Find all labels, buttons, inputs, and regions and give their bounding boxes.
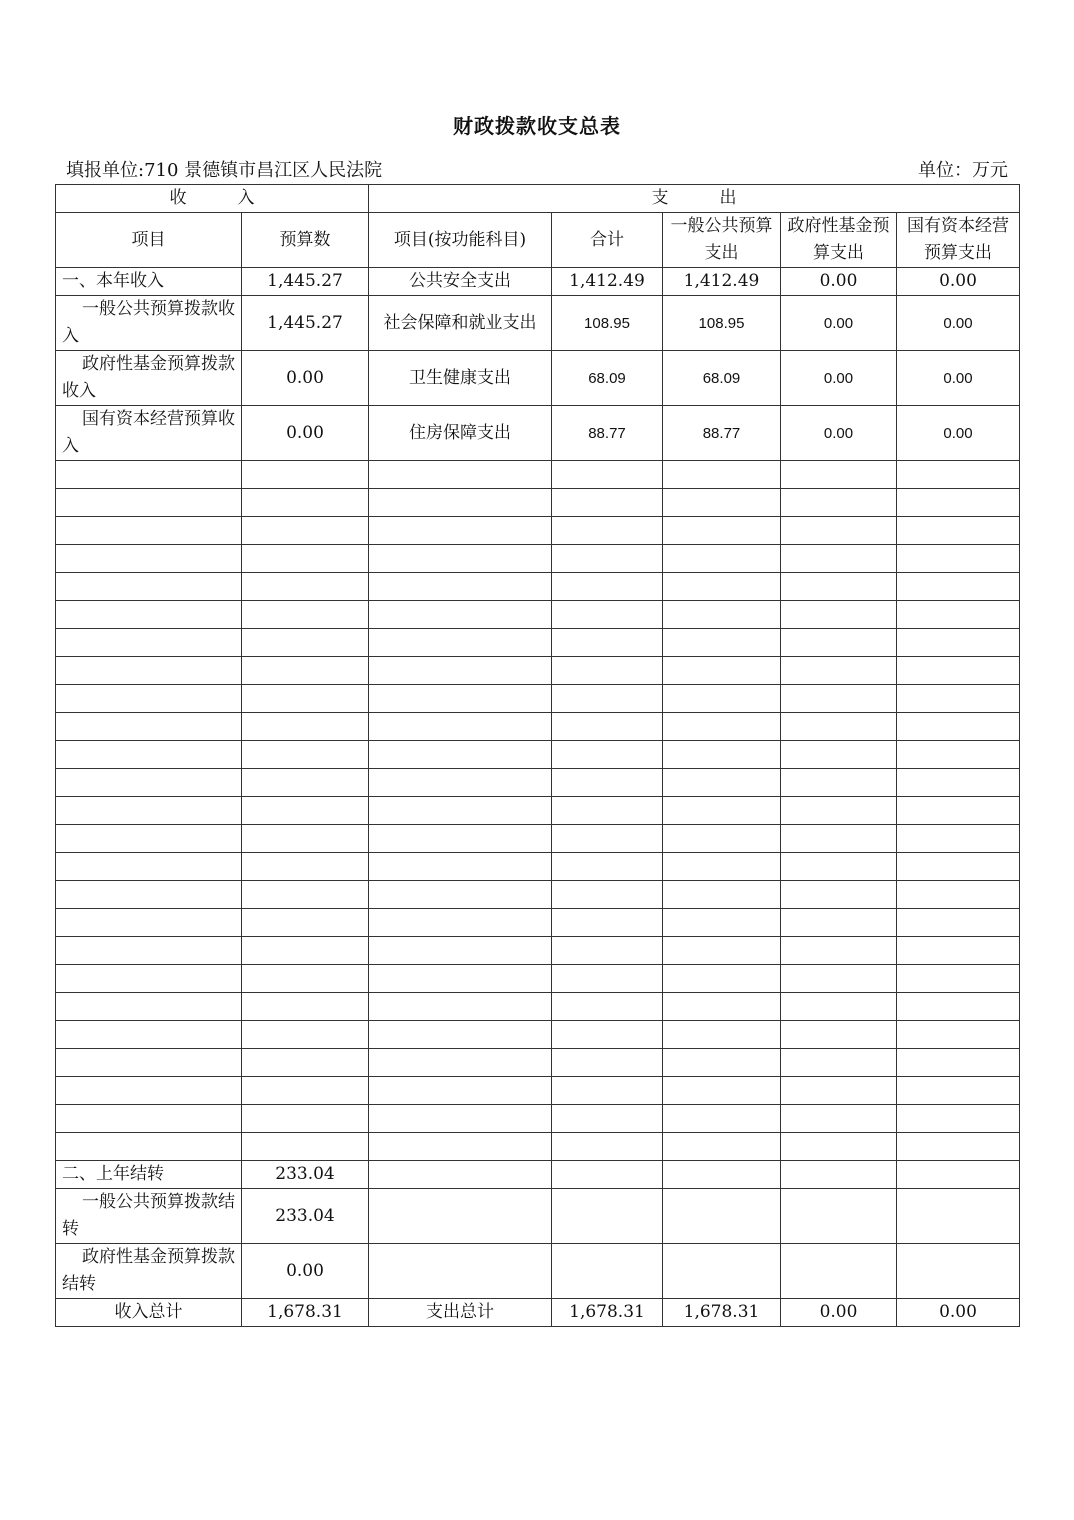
empty-cell: [242, 601, 369, 629]
income-amount: 1,445.27: [242, 296, 369, 351]
page-title: 财政拨款收支总表: [453, 114, 621, 138]
empty-cell: [242, 881, 369, 909]
empty-cell: [369, 461, 552, 489]
empty-cell: [369, 601, 552, 629]
empty-cell: [781, 769, 897, 797]
empty-cell: [56, 741, 242, 769]
empty-cell: [781, 1077, 897, 1105]
expense-state-capital: 0.00: [897, 351, 1020, 406]
expense-item: 住房保障支出: [369, 406, 552, 461]
empty-cell: [663, 489, 781, 517]
empty-cell: [56, 1077, 242, 1105]
empty-cell: [552, 1021, 663, 1049]
empty-cell: [552, 797, 663, 825]
empty-cell: [552, 965, 663, 993]
empty-cell: [369, 713, 552, 741]
empty-cell: [56, 965, 242, 993]
expense-total: 108.95: [552, 296, 663, 351]
empty-row: [56, 461, 1020, 489]
col-header-fund: 政府性基金预算支出: [781, 213, 897, 268]
expense-group-header: 支 出: [369, 185, 1020, 213]
empty-cell: [369, 489, 552, 517]
column-header-row: [56, 213, 1020, 268]
empty-cell: [781, 1105, 897, 1133]
empty-cell: [56, 1021, 242, 1049]
col-header-expense-item: 项目(按功能科目): [369, 213, 552, 268]
empty-cell: [242, 1021, 369, 1049]
empty-row: [56, 629, 1020, 657]
empty-cell: [897, 1133, 1020, 1161]
empty-cell: [369, 517, 552, 545]
empty-row: [56, 825, 1020, 853]
totals-row: [56, 1299, 1020, 1327]
col-header-budget: 预算数: [242, 213, 369, 268]
col-header-state-capital: 国有资本经营预算支出: [897, 213, 1020, 268]
empty-cell: [369, 825, 552, 853]
empty-cell: [552, 713, 663, 741]
empty-cell: [369, 629, 552, 657]
empty-cell: [56, 601, 242, 629]
empty-cell: [781, 685, 897, 713]
empty-cell: [56, 1049, 242, 1077]
col-header-general: 一般公共预算支出: [663, 213, 781, 268]
empty-cell: [369, 741, 552, 769]
empty-cell: [56, 1105, 242, 1133]
empty-cell: [56, 797, 242, 825]
empty-cell: [897, 965, 1020, 993]
empty-cell: [242, 769, 369, 797]
empty-cell: [369, 965, 552, 993]
table-row: [56, 1244, 1020, 1299]
empty-cell: [552, 853, 663, 881]
empty-cell: [369, 1049, 552, 1077]
empty-cell: [663, 517, 781, 545]
income-amount: 0.00: [242, 406, 369, 461]
empty-cell: [552, 881, 663, 909]
empty-cell: [56, 853, 242, 881]
empty-cell: [781, 657, 897, 685]
empty-cell: [552, 769, 663, 797]
empty-cell: [897, 685, 1020, 713]
empty-cell: [242, 1049, 369, 1077]
empty-cell: [663, 741, 781, 769]
table-row: [56, 296, 1020, 351]
empty-cell: [663, 1105, 781, 1133]
expense-general: 1,412.49: [663, 268, 781, 296]
empty-row: [56, 993, 1020, 1021]
empty-cell: [663, 881, 781, 909]
empty-cell: [242, 909, 369, 937]
empty-cell: [552, 545, 663, 573]
empty-cell: [56, 685, 242, 713]
income-amount: 0.00: [242, 1244, 369, 1299]
empty-cell: [552, 461, 663, 489]
empty-cell: [242, 993, 369, 1021]
empty-cell: [663, 629, 781, 657]
empty-cell: [897, 825, 1020, 853]
empty-cell: [781, 1133, 897, 1161]
empty-cell: [242, 1105, 369, 1133]
income-amount: 1,445.27: [242, 268, 369, 296]
empty-cell: [663, 657, 781, 685]
empty-cell: [663, 573, 781, 601]
group-header-row: [56, 185, 1020, 213]
empty-cell: [369, 937, 552, 965]
empty-row: [56, 909, 1020, 937]
income-total-amount: 1,678.31: [242, 1299, 369, 1327]
empty-cell: [369, 853, 552, 881]
empty-row: [56, 853, 1020, 881]
col-header-total: 合计: [552, 213, 663, 268]
empty-cell: [781, 741, 897, 769]
empty-cell: [56, 825, 242, 853]
empty-cell: [781, 797, 897, 825]
income-item: 二、上年结转: [56, 1161, 242, 1189]
empty-row: [56, 573, 1020, 601]
expense-total: 1,412.49: [552, 268, 663, 296]
empty-cell: [552, 909, 663, 937]
empty-cell: [897, 629, 1020, 657]
expense-total: 88.77: [552, 406, 663, 461]
income-item: 一般公共预算拨款结转: [56, 1189, 242, 1244]
expense-general: 108.95: [663, 296, 781, 351]
empty-cell: [897, 1049, 1020, 1077]
expense-general: 68.09: [663, 351, 781, 406]
empty-cell: [242, 461, 369, 489]
empty-cell: [369, 1133, 552, 1161]
empty-cell: [369, 1021, 552, 1049]
empty-row: [56, 1105, 1020, 1133]
empty-row: [56, 741, 1020, 769]
empty-cell: [781, 825, 897, 853]
empty-cell: [242, 517, 369, 545]
expense-fund: 0.00: [781, 268, 897, 296]
empty-row: [56, 1077, 1020, 1105]
empty-cell: [663, 797, 781, 825]
empty-cell: [56, 881, 242, 909]
expense-fund: 0.00: [781, 296, 897, 351]
empty-cell: [897, 1105, 1020, 1133]
table-row: [56, 268, 1020, 296]
empty-cell: [663, 545, 781, 573]
empty-cell: [897, 545, 1020, 573]
table-row: [56, 351, 1020, 406]
empty-row: [56, 1021, 1020, 1049]
empty-cell: [781, 965, 897, 993]
expense-item: 公共安全支出: [369, 268, 552, 296]
expense-state-capital: 0.00: [897, 1299, 1020, 1327]
empty-row: [56, 769, 1020, 797]
empty-cell: [242, 629, 369, 657]
empty-cell: [897, 461, 1020, 489]
empty-cell: [663, 461, 781, 489]
empty-cell: [897, 909, 1020, 937]
income-item: 政府性基金预算拨款收入: [56, 351, 242, 406]
income-amount: 0.00: [242, 351, 369, 406]
empty-cell: [242, 825, 369, 853]
budget-summary-table: [55, 184, 1020, 1327]
empty-row: [56, 601, 1020, 629]
income-group-header: 收 入: [56, 185, 369, 213]
empty-cell: [242, 1077, 369, 1105]
empty-cell: [369, 657, 552, 685]
empty-cell: [781, 1049, 897, 1077]
empty-cell: [552, 1077, 663, 1105]
empty-cell: [552, 517, 663, 545]
empty-cell: [781, 937, 897, 965]
empty-cell: [242, 685, 369, 713]
empty-cell: [56, 461, 242, 489]
empty-cell: [781, 461, 897, 489]
table-row: [56, 406, 1020, 461]
empty-cell: [242, 573, 369, 601]
empty-cell: [56, 489, 242, 517]
empty-cell: [552, 1105, 663, 1133]
empty-cell: [663, 1133, 781, 1161]
reporting-unit: 填报单位:710 景德镇市昌江区人民法院: [66, 160, 383, 181]
empty-cell: [369, 993, 552, 1021]
empty-cell: [56, 657, 242, 685]
empty-cell: [56, 937, 242, 965]
empty-cell: [897, 853, 1020, 881]
empty-cell: [56, 629, 242, 657]
empty-cell: [242, 965, 369, 993]
empty-cell: [663, 1021, 781, 1049]
empty-cell: [781, 629, 897, 657]
empty-row: [56, 881, 1020, 909]
empty-row: [56, 713, 1020, 741]
empty-cell: [897, 601, 1020, 629]
expense-fund: 0.00: [781, 1299, 897, 1327]
empty-cell: [369, 545, 552, 573]
empty-cell: [663, 993, 781, 1021]
empty-cell: [781, 601, 897, 629]
empty-cell: [552, 601, 663, 629]
empty-cell: [663, 1077, 781, 1105]
empty-row: [56, 965, 1020, 993]
empty-cell: [897, 489, 1020, 517]
empty-cell: [781, 993, 897, 1021]
empty-cell: [781, 713, 897, 741]
expense-state-capital: 0.00: [897, 406, 1020, 461]
empty-cell: [552, 657, 663, 685]
empty-cell: [56, 573, 242, 601]
empty-cell: [369, 881, 552, 909]
empty-row: [56, 1133, 1020, 1161]
expense-total: 1,678.31: [552, 1299, 663, 1327]
empty-cell: [897, 517, 1020, 545]
empty-cell: [552, 489, 663, 517]
empty-cell: [897, 993, 1020, 1021]
empty-cell: [781, 573, 897, 601]
empty-cell: [663, 909, 781, 937]
empty-row: [56, 517, 1020, 545]
empty-cell: [369, 769, 552, 797]
empty-cell: [663, 937, 781, 965]
empty-cell: [781, 881, 897, 909]
empty-cell: [663, 685, 781, 713]
empty-cell: [552, 629, 663, 657]
empty-cell: [242, 797, 369, 825]
empty-cell: [897, 1021, 1020, 1049]
empty-cell: [897, 881, 1020, 909]
empty-cell: [242, 545, 369, 573]
col-header-income-item: 项目: [56, 213, 242, 268]
income-total-label: 收入总计: [56, 1299, 242, 1327]
table-row: [56, 1161, 1020, 1189]
empty-cell: [781, 1021, 897, 1049]
empty-cell: [552, 1049, 663, 1077]
empty-cell: [242, 937, 369, 965]
empty-cell: [56, 713, 242, 741]
empty-cell: [552, 573, 663, 601]
empty-cell: [369, 909, 552, 937]
empty-cell: [781, 517, 897, 545]
empty-cell: [242, 853, 369, 881]
empty-row: [56, 685, 1020, 713]
empty-row: [56, 1049, 1020, 1077]
empty-cell: [369, 1105, 552, 1133]
income-amount: 233.04: [242, 1189, 369, 1244]
expense-fund: 0.00: [781, 351, 897, 406]
empty-cell: [897, 1077, 1020, 1105]
empty-cell: [56, 769, 242, 797]
empty-row: [56, 937, 1020, 965]
income-item: 政府性基金预算拨款结转: [56, 1244, 242, 1299]
expense-state-capital: 0.00: [897, 296, 1020, 351]
currency-unit: 单位：万元: [918, 160, 1008, 181]
empty-cell: [552, 993, 663, 1021]
empty-cell: [369, 1077, 552, 1105]
empty-cell: [897, 769, 1020, 797]
empty-cell: [242, 489, 369, 517]
empty-cell: [663, 1049, 781, 1077]
income-amount: 233.04: [242, 1161, 369, 1189]
empty-cell: [552, 685, 663, 713]
expense-state-capital: 0.00: [897, 268, 1020, 296]
income-item: 国有资本经营预算收入: [56, 406, 242, 461]
expense-fund: 0.00: [781, 406, 897, 461]
empty-cell: [369, 685, 552, 713]
empty-cell: [56, 993, 242, 1021]
empty-row: [56, 545, 1020, 573]
empty-cell: [242, 657, 369, 685]
empty-cell: [781, 545, 897, 573]
expense-item: 社会保障和就业支出: [369, 296, 552, 351]
empty-cell: [242, 1133, 369, 1161]
empty-cell: [897, 657, 1020, 685]
empty-cell: [552, 1133, 663, 1161]
empty-cell: [552, 741, 663, 769]
empty-cell: [663, 769, 781, 797]
empty-cell: [663, 601, 781, 629]
empty-cell: [781, 489, 897, 517]
expense-total-label: 支出总计: [369, 1299, 552, 1327]
empty-cell: [781, 853, 897, 881]
expense-total: 68.09: [552, 351, 663, 406]
empty-cell: [663, 713, 781, 741]
empty-cell: [663, 853, 781, 881]
empty-row: [56, 489, 1020, 517]
empty-cell: [56, 517, 242, 545]
empty-cell: [369, 797, 552, 825]
empty-cell: [242, 713, 369, 741]
empty-cell: [897, 937, 1020, 965]
expense-item: 卫生健康支出: [369, 351, 552, 406]
empty-cell: [897, 713, 1020, 741]
empty-cell: [897, 741, 1020, 769]
empty-cell: [56, 1133, 242, 1161]
expense-general: 88.77: [663, 406, 781, 461]
empty-cell: [663, 825, 781, 853]
empty-cell: [552, 825, 663, 853]
empty-row: [56, 657, 1020, 685]
income-item: 一般公共预算拨款收入: [56, 296, 242, 351]
empty-cell: [242, 741, 369, 769]
empty-cell: [56, 545, 242, 573]
income-item: 一、本年收入: [56, 268, 242, 296]
empty-cell: [552, 937, 663, 965]
empty-cell: [897, 797, 1020, 825]
empty-cell: [663, 965, 781, 993]
expense-general: 1,678.31: [663, 1299, 781, 1327]
empty-cell: [897, 573, 1020, 601]
empty-cell: [369, 573, 552, 601]
empty-row: [56, 797, 1020, 825]
table-row: [56, 1189, 1020, 1244]
empty-cell: [56, 909, 242, 937]
empty-cell: [781, 909, 897, 937]
